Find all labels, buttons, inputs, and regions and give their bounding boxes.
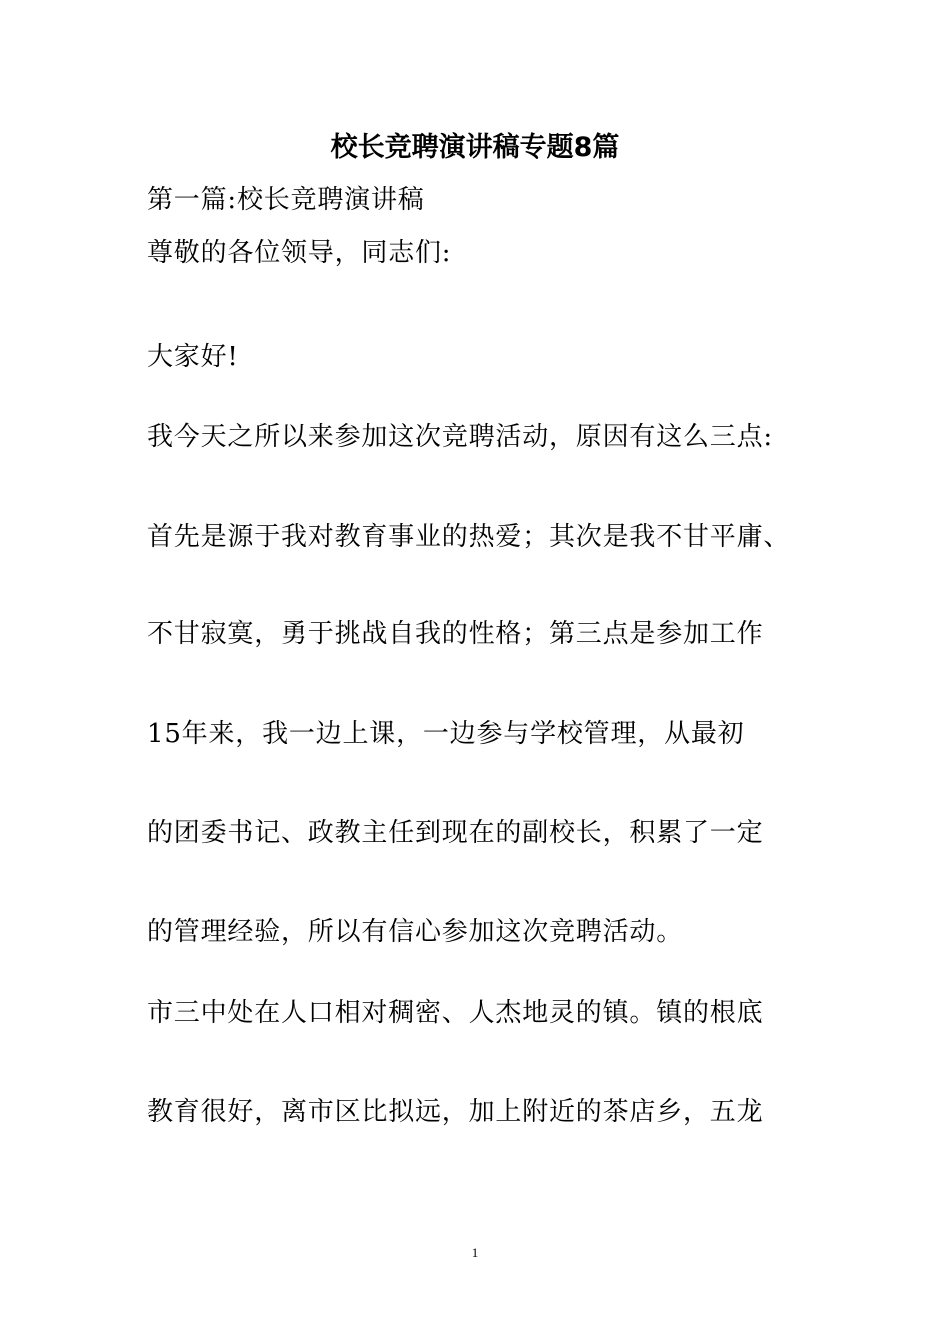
paragraph-line: 的管理经验，所以有信心参加这次竞聘活动。 <box>147 917 684 947</box>
paragraph-line: 首先是源于我对教育事业的热爱；其次是我不甘平庸、 <box>147 522 791 552</box>
paragraph-line: 的团委书记、政教主任到现在的副校长，积累了一定 <box>147 818 764 848</box>
paragraph-line: 15年来，我一边上课，一边参与学校管理，从最初 <box>147 719 745 749</box>
paragraph-line: 我今天之所以来参加这次竞聘活动，原因有这么三点: <box>147 422 773 452</box>
paragraph-line: 不甘寂寞，勇于挑战自我的性格；第三点是参加工作 <box>147 619 764 649</box>
page-number: 1 <box>471 1245 479 1260</box>
section-heading: 第一篇:校长竞聘演讲稿 <box>147 185 425 215</box>
paragraph-line: 教育很好，离市区比拟远，加上附近的茶店乡，五龙 <box>147 1097 764 1127</box>
salutation-line: 尊敬的各位领导，同志们: <box>147 238 452 268</box>
paragraph-line: 市三中处在人口相对稠密、人杰地灵的镇。镇的根底 <box>147 998 764 1028</box>
greeting-line: 大家好! <box>147 342 239 372</box>
document-title: 校长竞聘演讲稿专题8篇 <box>330 132 620 163</box>
